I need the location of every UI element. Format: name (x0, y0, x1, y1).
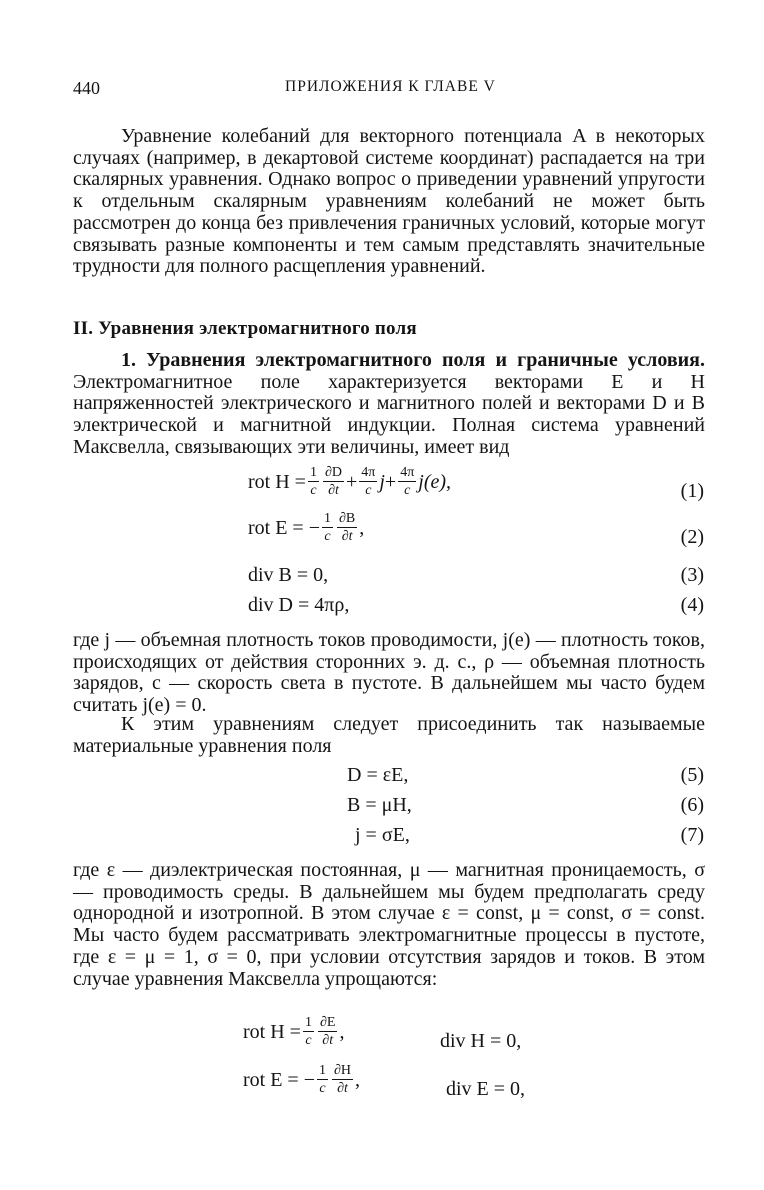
equation-2 (248, 512, 364, 544)
eq8-frac-deriv: $\frac{\partial E}{\partial t}$ (319, 1015, 336, 1048)
paragraph-fields-text: Электромагнитное поле характеризуется векторами E и H напряженностей электрического и магнитного полей и векторами D и B электрической и магнитной индукции. Полная система уравнений Максвелла, связывающих эти величины, имеет вид (73, 370, 705, 458)
equation-5: D = εE, (347, 764, 409, 786)
equation-div-h-vacuum: div H = 0, (440, 1030, 522, 1052)
eq1-lhs: rot H = (248, 470, 306, 493)
equation-number-7: (7) (680, 824, 704, 846)
eq2-lhs: rot E = − (248, 516, 320, 539)
equation-number-3: (3) (680, 564, 704, 586)
paragraph-constants: где ε — диэлектрическая постоянная, μ — магнитная проницаемость, σ — проводимость среды. В дальнейшем мы будем предполагать среду однородной и изотропной. В этом случае ε = const, μ = const, σ = const. Мы часто будем рассматривать электромагнитные процессы в пустоте, где ε = μ = 1, σ = 0, при условии отсутствия зарядов и токов. В этом случае уравнения Максвелла упрощаются: (73, 859, 705, 990)
eq1-plus-2: + (384, 470, 397, 493)
equation-number-5: (5) (680, 764, 704, 786)
equation-3: div B = 0, (248, 564, 329, 586)
equation-rot-h-vacuum (243, 1016, 344, 1048)
eq1-je: j(e), (418, 470, 452, 493)
eq2-frac-1: $\frac{1}{c}$ (324, 511, 331, 544)
intro-paragraph: Уравнение колебаний для векторного потенциала A в некоторых случаях (например, в декартовой системе координат) распадается на три скалярных уравнения. Однако вопрос о приведении уравнений упругости к отдельным скалярным уравнениям колебаний не может быть рассмотрен до конца без привлечения граничных условий, которые могут связывать разные компоненты и тем самым представлять значительные трудности для полного расщепления уравнений. (73, 125, 705, 278)
equation-4: div D = 4πρ, (248, 594, 350, 616)
eq9-comma: , (355, 1068, 361, 1091)
equation-number-1: (1) (680, 480, 704, 502)
eq9-frac-1: $\frac{1}{c}$ (319, 1063, 326, 1096)
eq9-lhs: rot E = − (243, 1068, 315, 1091)
eq2-comma: , (359, 516, 365, 539)
equation-number-2: (2) (680, 526, 704, 548)
paragraph-definitions: где j — объемная плотность токов проводимости, j(e) — плотность токов, происходящих от действия сторонних э. д. с., ρ — объемная плотность зарядов, c — скорость света в пустоте. В дальнейшем мы часто будем считать j(e) = 0. (73, 629, 705, 717)
eq1-j: j (379, 470, 385, 493)
eq1-frac-1: $\frac{1}{c}$ (309, 465, 317, 498)
paragraph-fields (73, 350, 705, 459)
equation-div-e-vacuum: div E = 0, (446, 1078, 526, 1100)
paragraph-material: К этим уравнениям следует присоединить так называемые материальные уравнения поля (73, 713, 705, 757)
eq9-frac-deriv: $\frac{\partial H}{\partial t}$ (334, 1063, 352, 1096)
equation-6: B = μH, (347, 794, 412, 816)
equation-7: j = σE, (355, 824, 410, 846)
eq1-frac-deriv: $\frac{\partial D}{\partial t}$ (324, 465, 342, 498)
eq2-frac-deriv: $\frac{\partial B}{\partial t}$ (339, 511, 356, 544)
eq1-frac-2: $\frac{4\pi}{c}$ (361, 465, 376, 498)
eq1-frac-3: $\frac{4\pi}{c}$ (400, 465, 415, 498)
eq8-frac-1: $\frac{1}{c}$ (304, 1015, 312, 1048)
subsection-title: 1. Уравнения электромагнитного поля и граничные условия. (121, 349, 705, 371)
running-title: ПРИЛОЖЕНИЯ К ГЛАВЕ V (285, 78, 496, 95)
equation-rot-e-vacuum (243, 1064, 360, 1096)
equation-number-4: (4) (680, 594, 704, 616)
section-title: II. Уравнения электромагнитного поля (73, 318, 417, 339)
equation-number-6: (6) (680, 794, 704, 816)
equation-1 (248, 466, 451, 498)
page-header (73, 78, 703, 102)
page-number: 440 (73, 78, 100, 98)
eq8-comma: , (339, 1020, 345, 1043)
eq1-plus-1: + (345, 470, 358, 493)
eq8-lhs: rot H = (243, 1020, 301, 1043)
